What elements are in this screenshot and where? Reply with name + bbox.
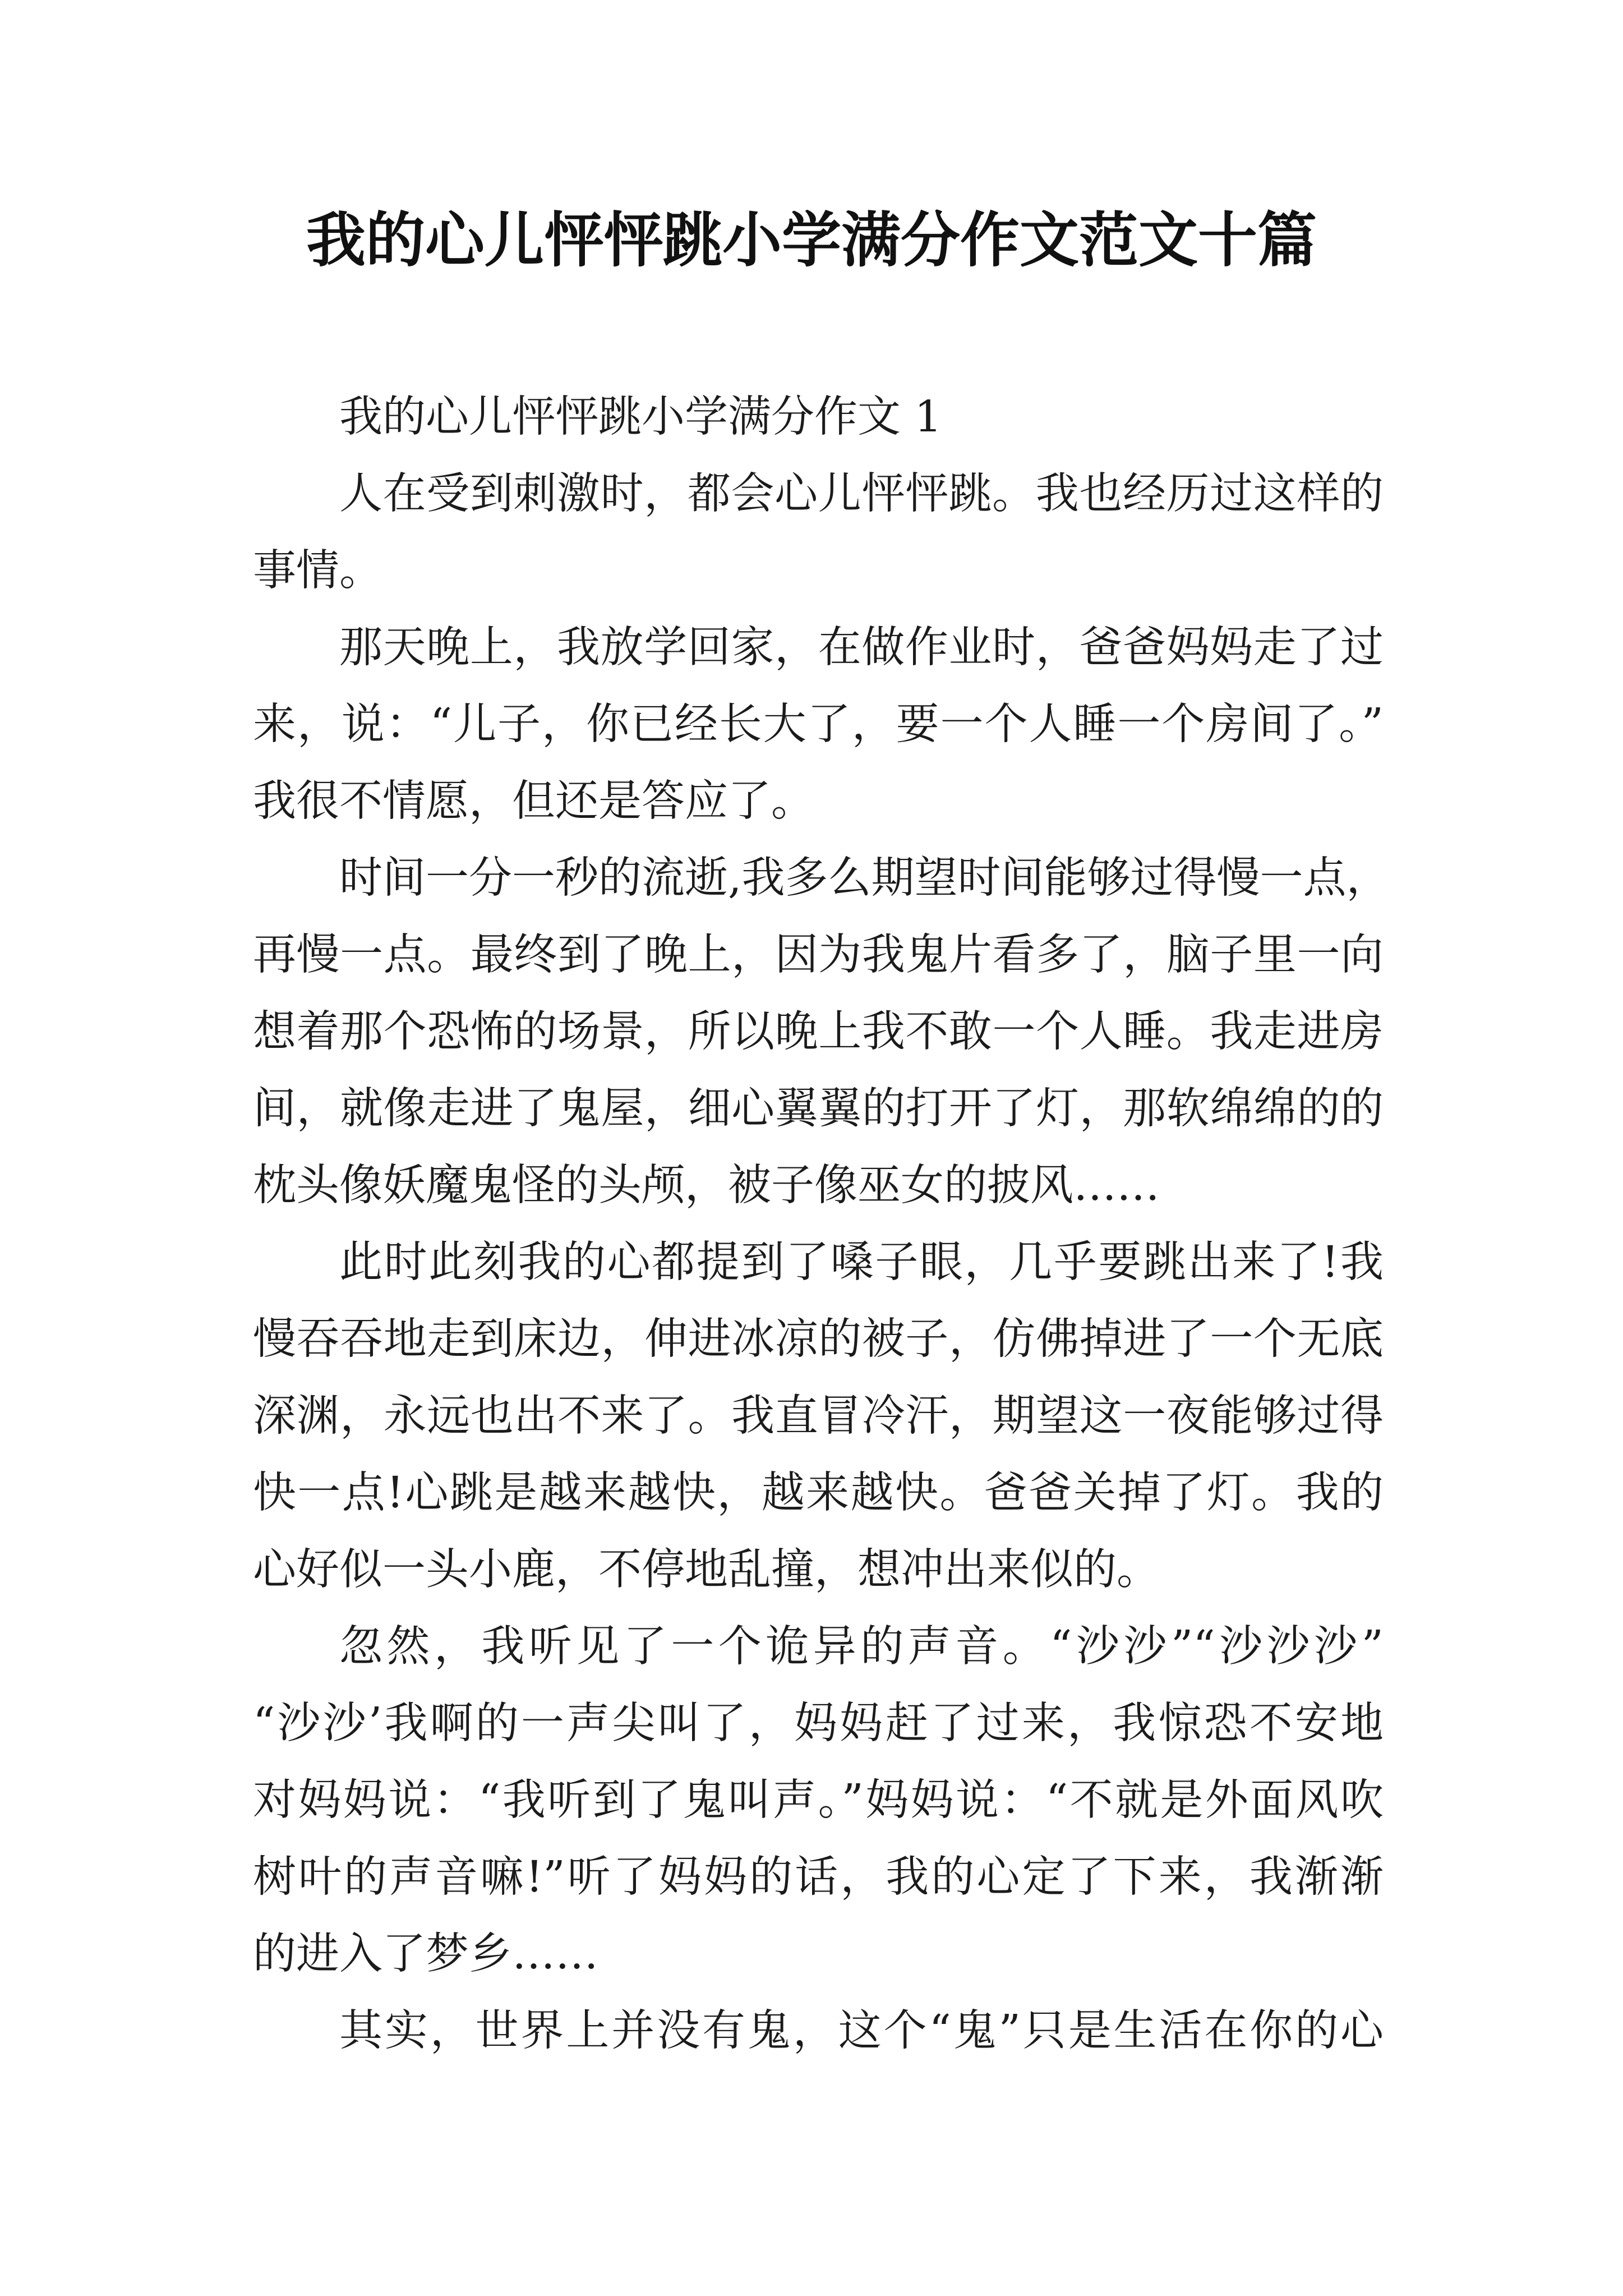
paragraph: [253, 1608, 1384, 1993]
text-line: 时间一分一秒的流逝,我多么期望时间能够过得慢一点，: [339, 853, 1390, 903]
text-line: 心好似一头小鹿，不停地乱撞，想冲出来似的。: [253, 1545, 1160, 1595]
text-line: 此时此刻我的心都提到了嗓子眼，几乎要跳出来了!我: [339, 1237, 1384, 1287]
text-line: 我很不情愿，但还是答应了。: [253, 776, 814, 826]
text-line: 来，说：“儿子，你已经长大了，要一个人睡一个房间了。”: [253, 700, 1384, 749]
text-line: 对妈妈说：“我听到了鬼叫声。”妈妈说：“不就是外面风吹: [253, 1775, 1384, 1825]
text-line: 事情。: [253, 546, 382, 596]
document-body: [253, 379, 1390, 2069]
paragraph: [253, 840, 1390, 1224]
text-line: 忽然，我听见了一个诡异的声音。“沙沙”“沙沙沙”: [339, 1622, 1384, 1672]
text-line: 慢吞吞地走到床边，伸进冰凉的被子，仿佛掉进了一个无底: [253, 1314, 1384, 1364]
paragraph: [253, 379, 1384, 455]
paragraph: [253, 455, 1384, 609]
text-line: 其实，世界上并没有鬼，这个“鬼”只是生活在你的心: [339, 2006, 1384, 2056]
text-line: 想着那个恐怖的场景，所以晚上我不敢一个人睡。我走进房: [253, 1007, 1384, 1057]
text-line: 间，就像走进了鬼屋，细心翼翼的打开了灯，那软绵绵的的: [253, 1084, 1384, 1134]
text-line: 快一点!心跳是越来越快，越来越快。爸爸关掉了灯。我的: [253, 1468, 1384, 1518]
text-line: 树叶的声音嘛!”听了妈妈的话，我的心定了下来，我渐渐: [253, 1852, 1384, 1902]
paragraph: [253, 609, 1384, 840]
text-line: 再慢一点。最终到了晚上，因为我鬼片看多了，脑子里一向: [253, 930, 1384, 980]
text-line: “沙沙’我啊的一声尖叫了，妈妈赶了过来，我惊恐不安地: [253, 1699, 1384, 1749]
text-line: 那天晚上，我放学回家，在做作业时，爸爸妈妈走了过: [339, 623, 1384, 673]
document-title: 我的心儿怦怦跳小学满分作文范文十篇: [306, 205, 1317, 275]
text-line: 人在受到刺激时，都会心儿怦怦跳。我也经历过这样的: [339, 469, 1384, 519]
paragraph: [253, 1224, 1384, 1608]
paragraph: [253, 1993, 1384, 2069]
text-line: 枕头像妖魔鬼怪的头颅，被子像巫女的披风……: [253, 1161, 1160, 1211]
section-heading: 我的心儿怦怦跳小学满分作文 1: [339, 392, 942, 442]
text-line: 的进入了梦乡……: [253, 1929, 598, 1979]
text-line: 深渊，永远也出不来了。我直冒冷汗，期望这一夜能够过得: [253, 1391, 1384, 1441]
